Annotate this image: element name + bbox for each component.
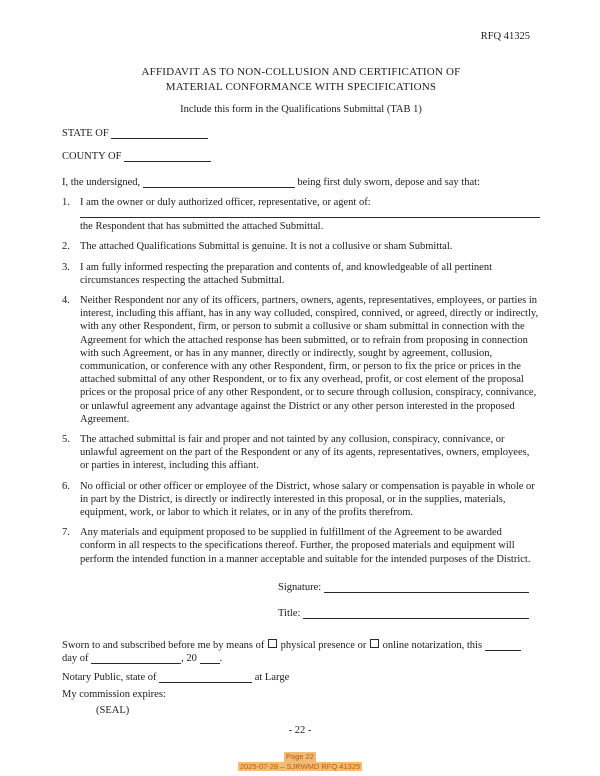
county-of-line (62, 150, 540, 163)
county-of-blank[interactable] (124, 151, 211, 162)
notary-state-blank[interactable] (159, 672, 252, 683)
item-text: The attached Qualifications Submittal is genuine. It is not a collusive or sham Submittal. (80, 241, 453, 253)
rfq-header: RFQ 41325 (480, 31, 530, 42)
signature-line (278, 581, 540, 594)
document-title (62, 65, 540, 95)
affidavit-items (62, 196, 540, 566)
item-text: Any materials and equipment proposed to be supplied in fulfillment of the Agreement to be awarded conform in all respects to the specifications thereof. Further, the proposed materials and equipment will perform the intended function in a manner acceptable and suitable for the intended purposes of the District. (80, 527, 531, 565)
item-number: 1. (62, 197, 70, 208)
page-annotation-link[interactable]: Page 22 (286, 752, 314, 761)
item-text: Neither Respondent nor any of its officers, partners, owners, agents, representatives, employees, or parties in interest, including this affiant, has in any way colluded, conspired, connived, or agreed, directly or indirectly, with any other Respondent, firm, or person to submit a collusive or sham submittal in connection with the Agreement for which the attached response has been submitted, or to refrain from proposing in connection with such Agreement, or has in any manner, directly or indirectly, sought by agreement, collusion, communication, or conference with any other Respondent, firm, or person to fix the price or prices in the attached submittal of any other Respondent, or to fix any overhead, profit, or cost element of the proposal prices or the proposal price of any other Respondent, or to secure through collusion, conspiracy, connivance, or unlawful agreement any advantage against the District or any other person interested in the proposed Agreement. (80, 295, 539, 425)
jurat-block (62, 127, 540, 163)
month-blank[interactable] (91, 653, 181, 664)
form-instruction: Include this form in the Qualifications Submittal (TAB 1) (180, 104, 422, 115)
sworn-line-2 (62, 652, 540, 666)
affidavit-item-4 (62, 294, 540, 426)
sworn-text-between: physical presence or (280, 639, 367, 651)
notary-public-label: Notary Public, state of (62, 671, 157, 683)
at-large-label: at Large (254, 671, 290, 683)
item-text: No official or other officer or employee of the District, whose salary or compensation is payable in whole or in part by the District, is directly or indirectly interested in this proposal, or in the supplies, materials, equipment, work, or labor to which it relates, or in any of the profits therefrom. (80, 480, 535, 519)
title-line-2: MATERIAL CONFORMANCE WITH SPECIFICATIONS (165, 81, 437, 93)
opening-before-blank: I, the undersigned, (62, 177, 141, 188)
physical-presence-checkbox[interactable] (268, 639, 277, 648)
affidavit-item-1 (62, 196, 540, 233)
title-line (278, 607, 540, 620)
title-line-1: AFFIDAVIT AS TO NON-COLLUSION AND CERTIFICATION OF (141, 66, 461, 78)
affidavit-item-5 (62, 433, 540, 473)
state-of-blank[interactable] (111, 128, 208, 139)
day-of-label: day of (62, 653, 89, 665)
affidavit-item-3 (62, 261, 540, 287)
opening-statement (62, 176, 540, 189)
year-blank[interactable] (200, 653, 220, 664)
item-number: 4. (62, 295, 70, 307)
item-number: 3. (62, 261, 70, 273)
opening-after-blank: being first duly sworn, depose and say that: (297, 177, 480, 188)
commission-expires-line: My commission expires: (62, 688, 166, 700)
title-blank[interactable] (303, 608, 529, 619)
notary-public-line (62, 671, 540, 684)
signature-blank[interactable] (324, 582, 529, 593)
notarization-statement (62, 639, 540, 666)
item-number: 6. (62, 480, 70, 492)
seal-label: (SEAL) (96, 704, 130, 716)
affiant-name-blank[interactable] (143, 177, 295, 188)
item-text: The attached submittal is fair and proper and not tainted by any collusion, conspiracy, connivance, or unlawful agreement on the part of the Respondent or any of its agents, representatives, owners, employees, or parties in interest, including this affiant. (80, 434, 530, 472)
affidavit-item-6 (62, 480, 540, 520)
pdf-annotations (0, 752, 600, 771)
sworn-period: . (219, 653, 223, 665)
affidavit-item-2 (62, 240, 540, 253)
signature-label: Signature: (278, 581, 322, 593)
title-label: Title: (278, 607, 301, 619)
doc-annotation-link[interactable]: 2025-07-28 – SJRWMD RFQ 41325 (239, 761, 361, 771)
respondent-name-blank[interactable] (80, 209, 540, 218)
page-number: - 22 - (288, 725, 312, 736)
affidavit-item-7 (62, 526, 540, 566)
sworn-text-after: online notarization, this (382, 639, 483, 651)
state-of-label: STATE OF (62, 128, 109, 139)
item-text: I am the owner or duly authorized officer, representative, or agent of: (80, 197, 371, 208)
page-content (0, 30, 600, 717)
item-number: 7. (62, 527, 70, 539)
state-of-line (62, 127, 540, 140)
sworn-text-before: Sworn to and subscribed before me by means of (62, 639, 265, 651)
online-notarization-checkbox[interactable] (370, 639, 379, 648)
day-number-blank[interactable] (485, 640, 521, 651)
item-continuation: the Respondent that has submitted the attached Submittal. (80, 221, 324, 233)
year-prefix: , 20 (181, 653, 197, 665)
sworn-line-1 (62, 639, 540, 653)
item-text: I am fully informed respecting the preparation and contents of, and knowledgeable of all pertinent circumstances respecting the attached Submittal. (80, 261, 492, 286)
item-number: 5. (62, 434, 70, 446)
county-of-label: COUNTY OF (62, 151, 122, 162)
item-number: 2. (62, 241, 70, 253)
